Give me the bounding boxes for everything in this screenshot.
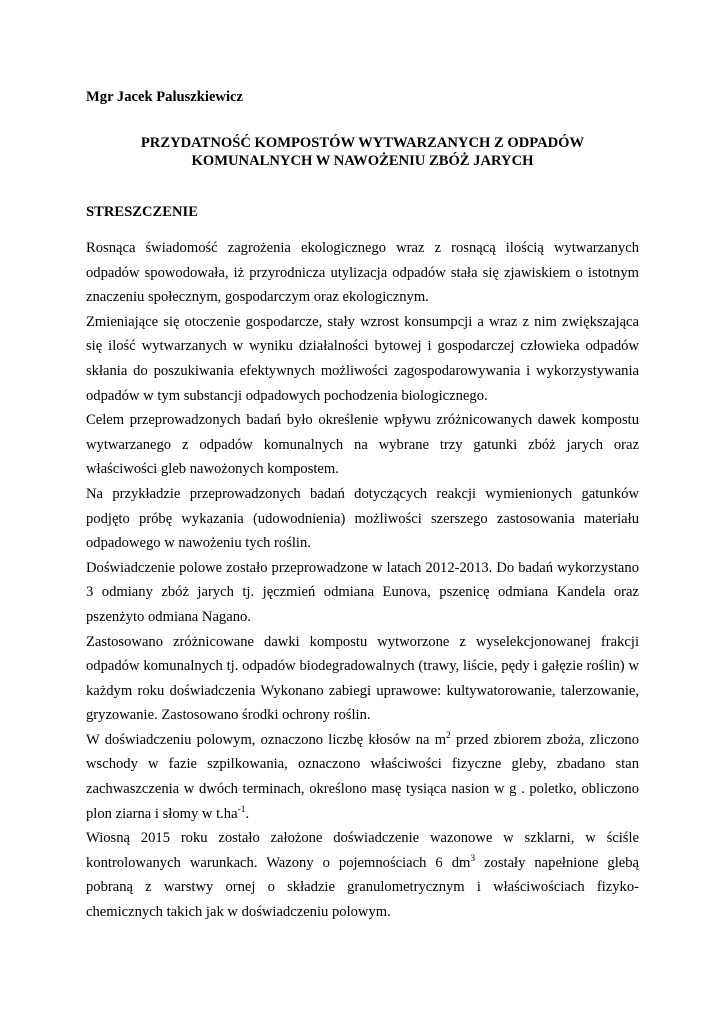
superscript-minus-one: -1: [237, 804, 246, 815]
paragraph-8-text-b: zostały napełnione glebą pobraną z warstwy ornej o składzie granulometrycznym i właściwościach fizyko-chemicznych takich jak w doświadczeniu polowym.: [86, 854, 639, 921]
paragraph-7: [86, 728, 639, 826]
paragraph-8-text-a: Wiosną 2015 roku zostało założone doświadczenie wazonowe w szklarni, w ściśle kontrolowanych warunkach. Wazony o pojemnościach 6 dm: [86, 830, 639, 871]
author-name: Mgr Jacek Paluszkiewicz: [86, 89, 243, 105]
paragraph-4: Na przykładzie przeprowadzonych badań dotyczących reakcji wymienionych gatunków podjęto próbę wykazania (udowodnienia) możliwości szerszego zastosowania materiału odpadowego w nawożeniu tych roślin.: [86, 485, 639, 552]
abstract-body: [86, 236, 639, 925]
superscript-cube: 3: [470, 853, 476, 864]
superscript-square: 2: [446, 731, 451, 742]
paragraph-7-text-c: .: [245, 805, 250, 822]
title-line-2: KOMUNALNYCH W NAWOŻENIU ZBÓŻ JARYCH: [191, 153, 534, 169]
title-line-1: PRZYDATNOŚĆ KOMPOSTÓW WYTWARZANYCH Z ODPADÓW: [140, 135, 585, 151]
document-title: [86, 134, 639, 170]
paragraph-3: Celem przeprowadzonych badań było określenie wpływu zróżnicowanych dawek kompostu wytwarzanego z odpadów komunalnych na wybrane trzy gatunki zbóż jarych oraz właściwości gleb nawożonych kompostem.: [86, 412, 639, 478]
section-heading: STRESZCZENIE: [86, 204, 198, 220]
paragraph-1: Rosnąca świadomość zagrożenia ekologicznego wraz z rosnącą ilością wytwarzanych odpadów spowodowała, iż przyrodnicza utylizacja odpadów stała się zjawiskiem o istotnym znaczeniu społecznym, gospodarczym oraz ekologicznym.: [86, 240, 639, 306]
paragraph-5: Doświadczenie polowe zostało przeprowadzone w latach 2012-2013. Do badań wykorzystano 3 odmiany zbóż jarych tj. jęczmień odmiana Eunova, pszenicę odmiana Kandela oraz pszenżyto odmiana Nagano.: [86, 559, 639, 625]
paragraph-6: Zastosowano zróżnicowane dawki kompostu wytworzone z wyselekcjonowanej frakcji odpadów komunalnych tj. odpadów biodegradowalnych (trawy, liście, pędy i gałęzie roślin) w każdym roku doświadczenia Wykonano zabiegi uprawowe: kultywatorowanie, talerzowanie, gryzowanie. Zastosowano środki ochrony roślin.: [86, 633, 639, 724]
paragraph-7-text-a: W doświadczeniu polowym, oznaczono liczbę kłosów na m: [86, 731, 447, 748]
paragraph-2: Zmieniające się otoczenie gospodarcze, stały wzrost konsumpcji a wraz z nim zwiększająca się ilość wytwarzanych w wyniku działalności bytowej i gospodarczej człowieka odpadów skłania do poszukiwania efektywnych możliwości zagospodarowywania i wykorzystywania odpadów w tym substancji odpadowych pochodzenia biologicznego.: [86, 313, 639, 404]
paragraph-8: [86, 826, 639, 924]
paragraph-7-text-b: przed zbiorem zboża, zliczono wschody w fazie szpilkowania, oznaczono właściwości fizyczne gleby, zbadano stan zachwaszczenia w dwóch terminach, określono masę tysiąca nasion w g . poletko, obliczono plon ziarna i słomy w t.ha: [86, 731, 639, 822]
